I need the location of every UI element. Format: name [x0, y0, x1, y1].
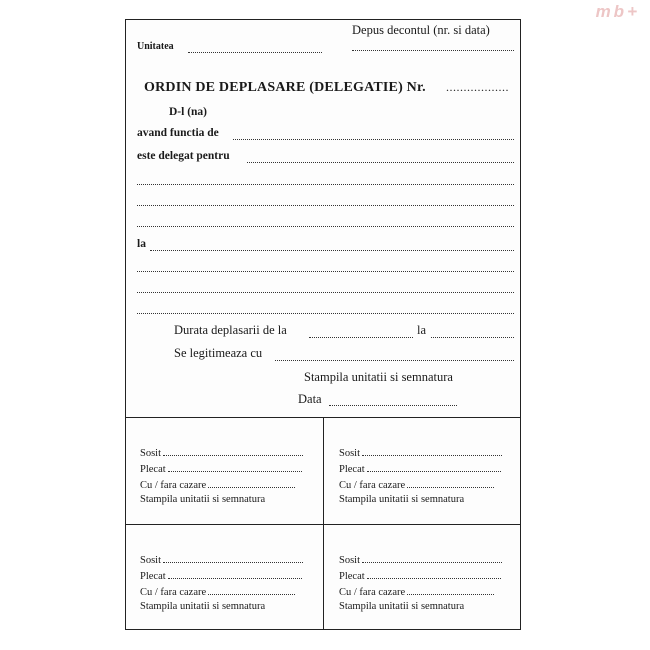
brand-watermark: mb+	[595, 2, 640, 21]
sosit-label: Sosit	[140, 448, 162, 459]
plecat-label: Plecat	[339, 571, 365, 582]
plecat-label: Plecat	[339, 464, 365, 475]
dl-na-label: D-l (na)	[169, 106, 208, 118]
cazare-field[interactable]	[208, 479, 295, 488]
sosit-label: Sosit	[339, 555, 361, 566]
form-header-section	[126, 20, 520, 417]
blank-line-3[interactable]	[137, 226, 514, 227]
plecat-label: Plecat	[140, 571, 166, 582]
blank-line-6[interactable]	[137, 313, 514, 314]
travel-order-form	[125, 19, 521, 630]
order-number-field[interactable]: ..................	[446, 80, 509, 94]
blank-line-4[interactable]	[137, 271, 514, 272]
checkpoint-grid	[126, 417, 520, 629]
plecat-field[interactable]	[168, 463, 302, 472]
durata-from-field[interactable]	[309, 337, 413, 338]
la-field[interactable]	[150, 250, 514, 251]
data-label: Data	[298, 392, 322, 406]
blank-line-1[interactable]	[137, 184, 514, 185]
legitimeaza-label: Se legitimeaza cu	[174, 346, 263, 360]
delegat-pentru-label: este delegat pentru	[137, 150, 230, 162]
checkpoint-cell-2	[325, 418, 522, 524]
blank-line-5[interactable]	[137, 292, 514, 293]
checkpoint-cell-1	[126, 418, 323, 524]
data-field[interactable]	[329, 405, 457, 406]
cazare-label: Cu / fara cazare	[339, 480, 406, 491]
durata-la-label: la	[417, 323, 427, 337]
unitatea-field[interactable]	[188, 52, 322, 53]
cazare-label: Cu / fara cazare	[140, 480, 207, 491]
blank-line-2[interactable]	[137, 205, 514, 206]
stampila-label: Stampila unitatii si semnatura	[140, 601, 266, 612]
sosit-field[interactable]	[362, 447, 502, 456]
plecat-field[interactable]	[168, 570, 302, 579]
la-label: la	[137, 238, 146, 250]
stampila-label: Stampila unitatii si semnatura	[339, 494, 465, 505]
depus-decontul-field[interactable]	[352, 50, 514, 51]
sosit-label: Sosit	[339, 448, 361, 459]
cazare-field[interactable]	[407, 479, 494, 488]
cazare-label: Cu / fara cazare	[140, 587, 207, 598]
unitatea-label: Unitatea	[137, 41, 174, 52]
cazare-label: Cu / fara cazare	[339, 587, 406, 598]
functia-field[interactable]	[233, 139, 514, 140]
page-title: ORDIN DE DEPLASARE (DELEGATIE) Nr.	[144, 80, 426, 95]
stampila-label: Stampila unitatii si semnatura	[304, 370, 453, 384]
sosit-field[interactable]	[163, 554, 303, 563]
plecat-label: Plecat	[140, 464, 166, 475]
legitimeaza-field[interactable]	[275, 360, 514, 361]
delegat-pentru-field[interactable]	[247, 162, 514, 163]
depus-decontul-label: Depus decontul (nr. si data)	[352, 23, 490, 37]
sosit-field[interactable]	[163, 447, 303, 456]
sosit-field[interactable]	[362, 554, 502, 563]
avand-functia-label: avand functia de	[137, 127, 219, 139]
durata-to-field[interactable]	[431, 337, 514, 338]
checkpoint-cell-4	[325, 525, 522, 631]
plecat-field[interactable]	[367, 570, 501, 579]
checkpoint-cell-3	[126, 525, 323, 631]
durata-label: Durata deplasarii de la	[174, 323, 287, 337]
plecat-field[interactable]	[367, 463, 501, 472]
cazare-field[interactable]	[208, 586, 295, 595]
sosit-label: Sosit	[140, 555, 162, 566]
cazare-field[interactable]	[407, 586, 494, 595]
stampila-label: Stampila unitatii si semnatura	[140, 494, 266, 505]
stampila-label: Stampila unitatii si semnatura	[339, 601, 465, 612]
